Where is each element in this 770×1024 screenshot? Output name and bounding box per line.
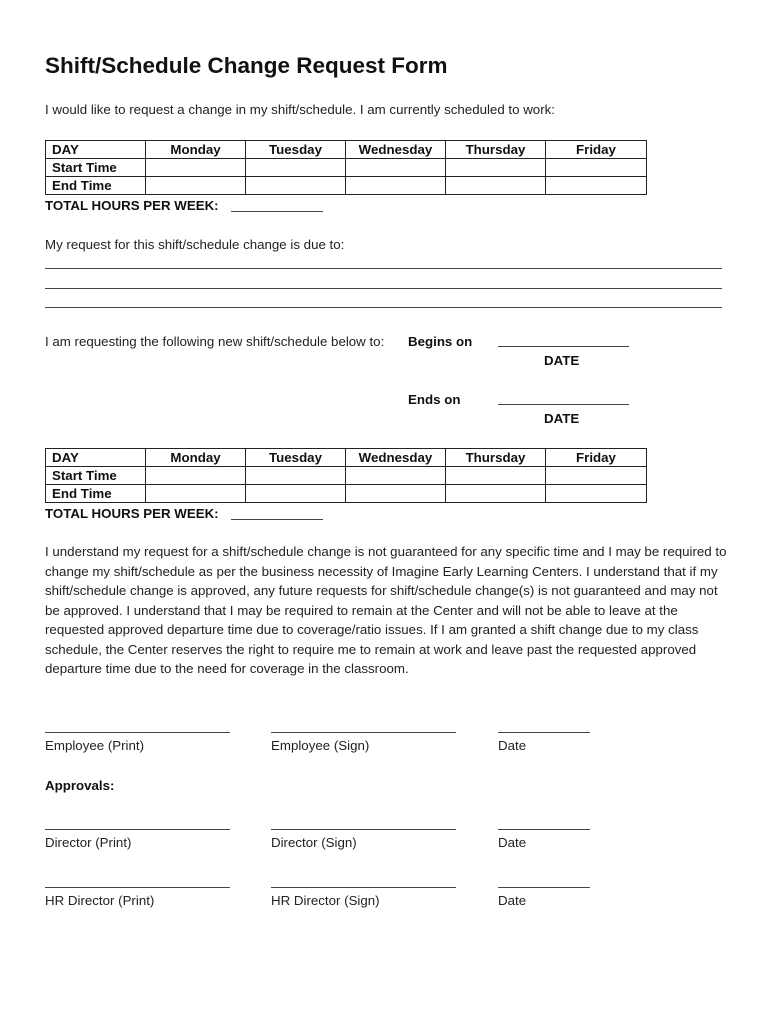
director-sign-line[interactable] [271,829,456,830]
begins-date-caption: DATE [544,353,580,368]
cell-input[interactable] [446,467,546,485]
col-monday: Monday [146,449,246,467]
cell-input[interactable] [146,177,246,195]
row-start-time: Start Time [46,159,146,177]
cell-input[interactable] [546,485,647,503]
col-friday: Friday [546,449,647,467]
intro-text: I would like to request a change in my shift/schedule. I am currently scheduled to work: [45,102,555,117]
cell-input[interactable] [246,467,346,485]
reason-prompt: My request for this shift/schedule change is due to: [45,237,345,252]
cell-input[interactable] [546,177,647,195]
total-hours-label: TOTAL HOURS PER WEEK: [45,506,219,521]
table-header-row [46,141,647,159]
total-hours-label: TOTAL HOURS PER WEEK: [45,198,219,213]
director-date-line[interactable] [498,829,590,830]
cell-input[interactable] [346,177,446,195]
table-header-row [46,449,647,467]
ends-date-caption: DATE [544,411,580,426]
cell-input[interactable] [246,177,346,195]
col-monday: Monday [146,141,246,159]
table-row [46,485,647,503]
disclaimer-paragraph: I understand my request for a shift/schedule change is not guaranteed for any specific time and I may be required to change my shift/schedule as per the business necessity of Imagine Early Learning Centers. I understand that if my shift/schedule change is approved, any future requests for shift/schedule change(s) is not guaranteed and may not be approved. I understand that I may be required to remain at the Center and will not be able to leave at the requested approved departure time due to coverage/ratio issues. If I am granted a shift change due to my class schedule, the Center reserves the right to require me to remain at work and leave past the requested approved departure time due to the need for coverage in the classroom. [45,544,727,676]
begins-on-date-field[interactable] [498,346,629,347]
begins-on-label: Begins on [408,334,473,349]
cell-input[interactable] [446,485,546,503]
col-tuesday: Tuesday [246,449,346,467]
page-title: Shift/Schedule Change Request Form [45,53,448,78]
row-end-time: End Time [46,485,146,503]
hr-sign-label: HR Director (Sign) [271,893,380,908]
approvals-heading: Approvals: [45,778,115,793]
director-date-label: Date [498,835,527,850]
employee-print-line[interactable] [45,732,230,733]
col-tuesday: Tuesday [246,141,346,159]
reason-line-3[interactable] [45,307,722,308]
cell-input[interactable] [246,485,346,503]
cell-input[interactable] [146,467,246,485]
ends-on-label: Ends on [408,392,461,407]
cell-input[interactable] [346,159,446,177]
col-day: DAY [46,449,146,467]
hr-print-label: HR Director (Print) [45,893,155,908]
employee-date-line[interactable] [498,732,590,733]
director-sign-label: Director (Sign) [271,835,357,850]
cell-input[interactable] [346,467,446,485]
director-print-line[interactable] [45,829,230,830]
reason-line-2[interactable] [45,288,722,289]
col-thursday: Thursday [446,141,546,159]
cell-input[interactable] [546,467,647,485]
col-friday: Friday [546,141,647,159]
employee-date-label: Date [498,738,527,753]
total-hours-field[interactable] [231,211,323,212]
cell-input[interactable] [446,159,546,177]
ends-on-date-field[interactable] [498,404,629,405]
col-day: DAY [46,141,146,159]
director-print-label: Director (Print) [45,835,132,850]
row-start-time: Start Time [46,467,146,485]
table-row [46,177,647,195]
cell-input[interactable] [146,159,246,177]
employee-print-label: Employee (Print) [45,738,145,753]
cell-input[interactable] [246,159,346,177]
hr-date-label: Date [498,893,527,908]
employee-sign-label: Employee (Sign) [271,738,370,753]
reason-line-1[interactable] [45,268,722,269]
employee-sign-line[interactable] [271,732,456,733]
table-row [46,159,647,177]
col-thursday: Thursday [446,449,546,467]
cell-input[interactable] [546,159,647,177]
row-end-time: End Time [46,177,146,195]
current-schedule-table [45,140,647,195]
col-wednesday: Wednesday [346,141,446,159]
hr-sign-line[interactable] [271,887,456,888]
cell-input[interactable] [146,485,246,503]
new-schedule-lead: I am requesting the following new shift/schedule below to: [45,334,385,349]
cell-input[interactable] [446,177,546,195]
total-hours-field[interactable] [231,519,323,520]
hr-print-line[interactable] [45,887,230,888]
table-row [46,467,647,485]
hr-date-line[interactable] [498,887,590,888]
cell-input[interactable] [346,485,446,503]
new-schedule-table [45,448,647,503]
col-wednesday: Wednesday [346,449,446,467]
